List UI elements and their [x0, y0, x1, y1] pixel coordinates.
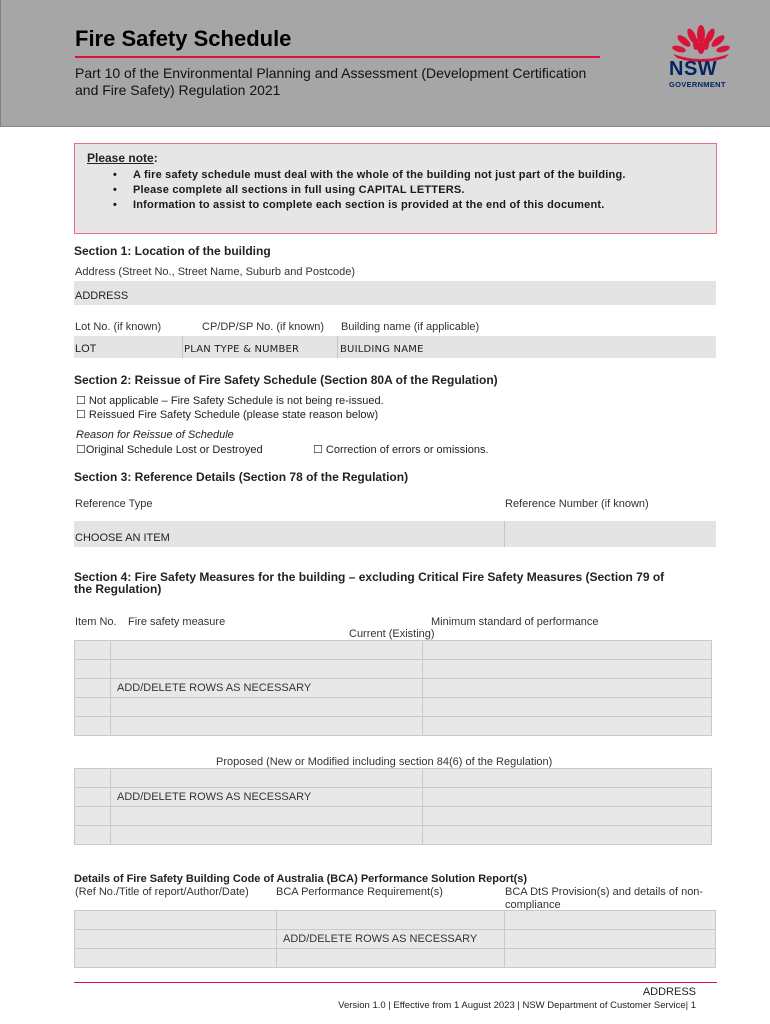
current-existing-label: Current (Existing) — [349, 628, 435, 640]
address-label: Address (Street No., Street Name, Suburb and Postcode) — [75, 266, 356, 278]
table-row — [75, 930, 716, 949]
section2-title: Section 2: Reissue of Fire Safety Schedule (Section 80A of the Regulation) — [74, 373, 498, 387]
section3-title: Section 3: Reference Details (Section 78 of the Regulation) — [74, 470, 409, 484]
table-row — [75, 826, 712, 845]
table-row — [75, 660, 712, 679]
note-list — [87, 168, 716, 213]
reference-number-label: Reference Number (if known) — [505, 498, 649, 510]
lost-destroyed-checkbox[interactable]: ☐Original Schedule Lost or Destroyed — [76, 444, 263, 456]
logo-nsw-text: NSW — [669, 58, 718, 80]
proposed-label: Proposed (New or Modified including section 84(6) of the Regulation) — [216, 756, 553, 768]
table-row — [75, 788, 712, 807]
reference-type-select[interactable]: CHOOSE AN ITEM — [75, 532, 170, 544]
header-banner — [0, 0, 770, 127]
table-row — [75, 769, 712, 788]
rows-note: ADD/DELETE ROWS AS NECESSARY — [111, 679, 423, 698]
bca-table — [74, 910, 716, 968]
fire-safety-measure-label: Fire safety measure — [128, 616, 226, 628]
page-title: Fire Safety Schedule — [75, 26, 292, 51]
please-note-box: Please note: • A fire safety schedule must deal with the whole of the building not just part of the building. • Please complete all sections in full using CAPITAL LETTERS. • Information to assist to complete each section is provided at the end of this document. — [74, 143, 717, 234]
bca-dts-label: BCA DtS Provision(s) and details of non-compliance — [505, 886, 704, 911]
building-name-field[interactable]: BUILDING NAME — [340, 344, 424, 355]
note-item: • A fire safety schedule must deal with the whole of the building not just part of the building. — [113, 169, 626, 181]
footer-address: ADDRESS — [642, 986, 696, 998]
footer-rule — [74, 982, 717, 983]
rows-note: ADD/DELETE ROWS AS NECESSARY — [111, 788, 423, 807]
table-row — [75, 641, 712, 660]
address-field[interactable]: ADDRESS — [74, 281, 716, 305]
rows-note: ADD/DELETE ROWS AS NECESSARY — [277, 930, 505, 949]
item-no-label: Item No. — [75, 616, 117, 628]
table-row — [75, 911, 716, 930]
note-item: • Please complete all sections in full using CAPITAL LETTERS. — [113, 184, 465, 196]
correction-checkbox[interactable]: ☐ Correction of errors or omissions. — [313, 444, 489, 456]
proposed-measures-table — [74, 768, 712, 845]
table-row — [75, 698, 712, 717]
logo-government-text: GOVERNMENT — [669, 80, 726, 89]
table-row — [75, 807, 712, 826]
page-subtitle: Part 10 of the Environmental Planning and Assessment (Development Certification and Fire Safety) Regulation 2021 — [75, 65, 587, 98]
plan-label: CP/DP/SP No. (if known) — [202, 321, 325, 333]
lot-field[interactable]: LOT — [75, 343, 97, 355]
table-row — [75, 949, 716, 968]
footer-version: Version 1.0 | Effective from 1 August 2023 | NSW Department of Customer Service| 1 — [338, 1000, 696, 1011]
building-name-label: Building name (if applicable) — [341, 321, 480, 333]
plan-field[interactable]: PLAN TYPE & NUMBER — [184, 344, 300, 355]
title-underline — [75, 56, 600, 58]
current-measures-table — [74, 640, 712, 736]
reference-type-label: Reference Type — [75, 498, 153, 510]
reissued-checkbox[interactable]: ☐ Reissued Fire Safety Schedule (please state reason below) — [76, 409, 379, 421]
note-item: • Information to assist to complete each section is provided at the end of this document. — [113, 199, 605, 211]
table-row — [75, 717, 712, 736]
section1-title: Section 1: Location of the building — [74, 244, 271, 258]
note-title: Please note — [87, 151, 154, 165]
not-applicable-checkbox[interactable]: ☐ Not applicable – Fire Safety Schedule is not being re-issued. — [76, 395, 384, 407]
reason-label: Reason for Reissue of Schedule — [76, 429, 234, 441]
reference-row — [74, 521, 716, 547]
section4-title: Section 4: Fire Safety Measures for the building – excluding Critical Fire Safety Measures (Section 79 of the Regulation) — [74, 570, 665, 596]
lot-label: Lot No. (if known) — [75, 321, 162, 333]
lot-plan-building-row — [74, 336, 716, 358]
table-row — [75, 679, 712, 698]
bca-performance-label: BCA Performance Requirement(s) — [276, 886, 443, 898]
min-standard-label: Minimum standard of performance — [431, 616, 599, 628]
bca-ref-label: (Ref No./Title of report/Author/Date) — [75, 886, 249, 898]
bca-title: Details of Fire Safety Building Code of Australia (BCA) Performance Solution Report(s) — [74, 873, 528, 885]
